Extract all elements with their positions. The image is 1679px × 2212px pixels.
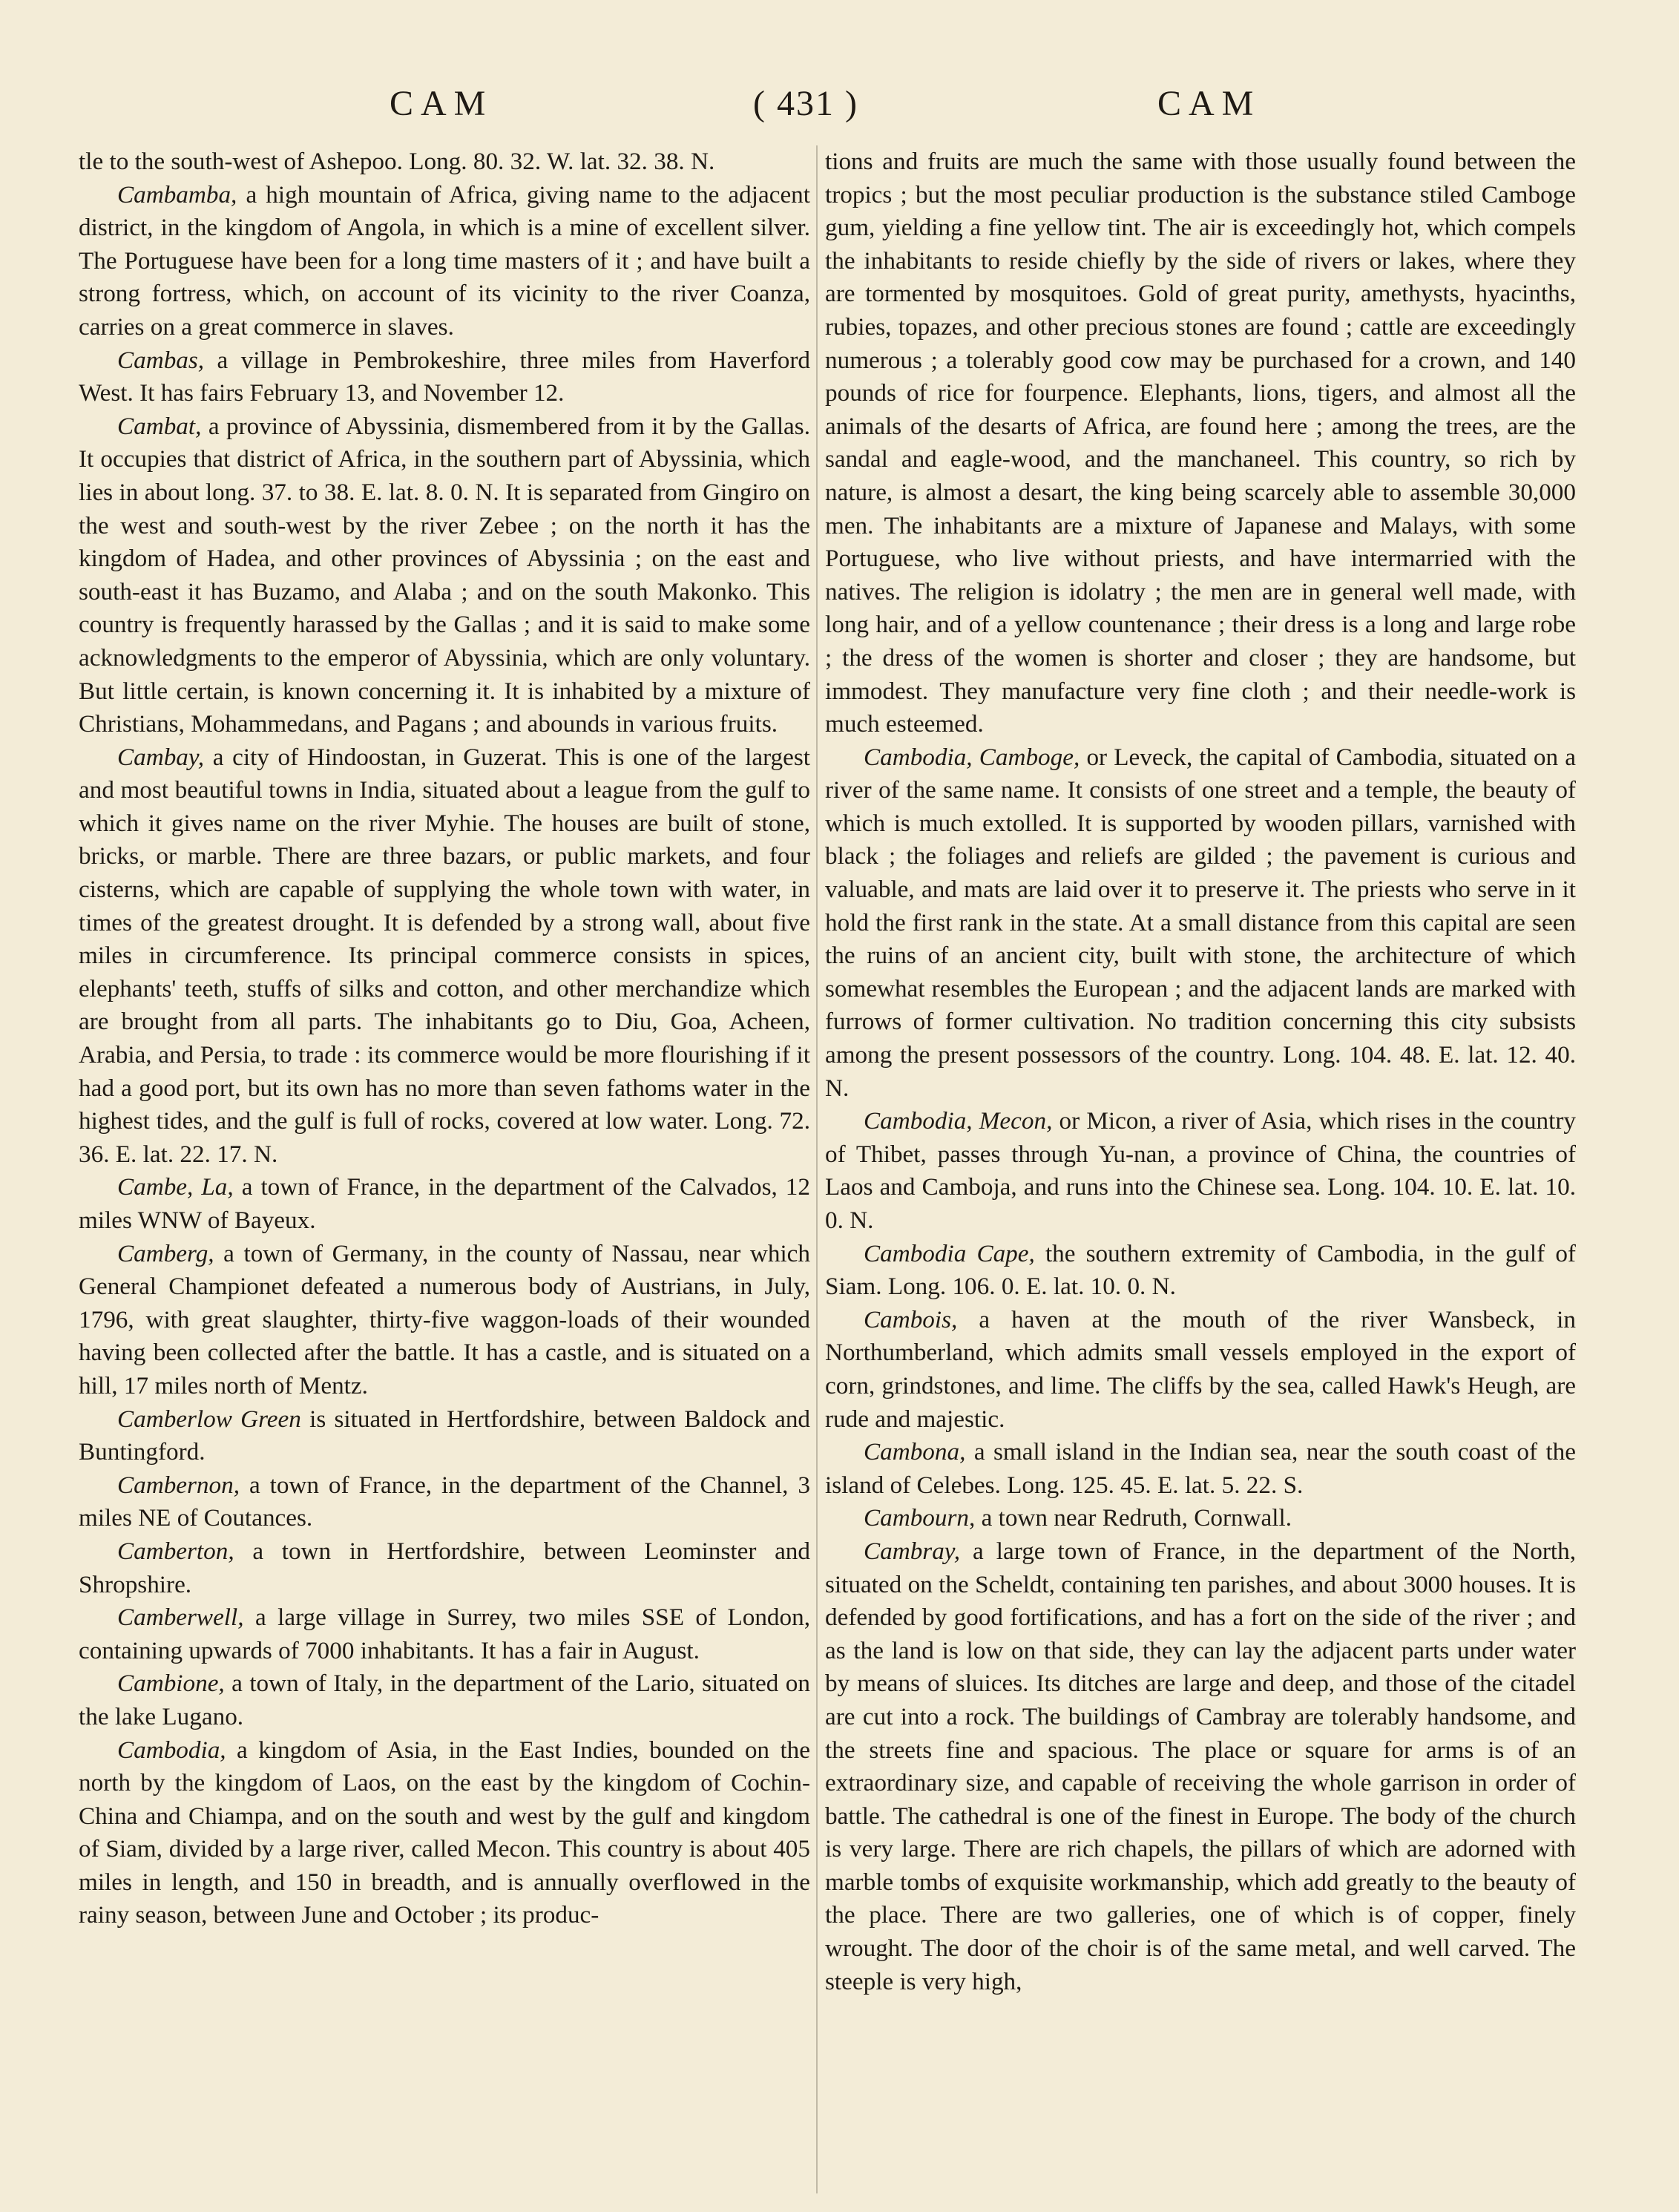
entry-text: a province of Abyssinia, dismembered from it by the Gallas. It occupies that district of Africa, in the southern part of Abyssinia, which lies in about long. 37. to 38. E. lat. 8. 0. N. It is separated from Gingiro on the west and south-west by the river Zebee ; on the north it has the kingdom of Hadea, and other provinces of Abyssinia ; on the east and south-east it has Buzamo, and Alaba ; and on the south Makonko. This country is frequently harassed by the Gallas ; and it is said to make some acknowledgments to the emperor of Abyssinia, which are only voluntary. But little certain, is known concerning it. It is inhabited by a mixture of Christians, Mohammedans, and Pagans ; and abounds in various fruits. [79, 412, 810, 738]
entry-text: a town of Germany, in the county of Nassau, near which General Championet defeated a numerous body of Austrians, in July, 1796, with great slaughter, thirty-five waggon-loads of their wounded having been collected after the battle. It has a castle, and is situated on a hill, 17 miles north of Mentz. [79, 1239, 810, 1399]
entry-text: a haven at the mouth of the river Wansbeck, in Northumberland, which admits small vessels employed in the export of corn, grindstones, and lime. The cliffs by the sea, called Hawk's Heugh, are rude and majestic. [825, 1305, 1576, 1433]
dictionary-entry [825, 145, 1576, 741]
dictionary-entry [825, 1304, 1576, 1436]
entry-text: or Leveck, the capital of Cambodia, situated on a river of the same name. It consists of one street and a temple, the beauty of which is much extolled. It is supported by wooden pillars, varnished with black ; the foliages and reliefs are gilded ; the pavement is curious and valuable, and mats are laid over it to preserve it. The priests who serve in it hold the first rank in the state. At a small distance from this capital are seen the ruins of an ancient city, built with stone, the architecture of which somewhat resembles the European ; and the adjacent lands are marked with furrows of former cultivation. No tradition concerning this city subsists among the present possessors of the country. Long. 104. 48. E. lat. 12. 40. N. [825, 743, 1576, 1102]
page-number: ( 431 ) [753, 84, 858, 123]
entry-headword: Camberton, [117, 1537, 234, 1565]
entry-text: a high mountain of Africa, giving name to the adjacent district, in the kingdom of Angola, in which is a mine of excellent silver. The Portuguese have been for a long time masters of it ; and have built a strong fortress, which, on account of its vicinity to the river Coanza, carries on a great commerce in slaves. [79, 180, 810, 341]
entry-text: a town in Hertfordshire, between Leominster and Shropshire. [79, 1537, 810, 1598]
dictionary-entry [825, 1502, 1576, 1535]
entry-text: a large village in Surrey, two miles SSE of London, containing upwards of 7000 inhabitants. It has a fair in August. [79, 1604, 810, 1664]
dictionary-entry [79, 1667, 810, 1733]
entry-text: a town of France, in the department of the Calvados, 12 miles WNW of Bayeux. [79, 1173, 810, 1234]
entry-text: a town of Italy, in the department of the Lario, situated on the lake Lugano. [79, 1670, 810, 1730]
entry-text: a village in Pembrokeshire, three miles from Haverford West. It has fairs February 13, and November 12. [79, 346, 810, 407]
dictionary-entry [79, 1601, 810, 1667]
dictionary-entry [79, 1734, 810, 1933]
entry-text: a small island in the Indian sea, near the south coast of the island of Celebes. Long. 125. 45. E. lat. 5. 22. S. [825, 1438, 1576, 1499]
entry-text: a town near Redruth, Cornwall. [975, 1504, 1292, 1532]
dictionary-entry [825, 1436, 1576, 1502]
dictionary-entry [79, 1535, 810, 1601]
entry-headword: Cambernon, [117, 1471, 240, 1499]
entry-text: the southern extremity of Cambodia, in the gulf of Siam. Long. 106. 0. E. lat. 10. 0. N. [825, 1239, 1576, 1301]
entry-text: a large town of France, in the department of the North, situated on the Scheldt, containing ten parishes, and about 3000 houses. It is defended by good fortifications, and has a fort on the side of the river ; and as the land is low on that side, they can lay the adjacent parts under water by means of sluices. Its ditches are large and deep, and those of the citadel are cut into a rock. The buildings of Cambray are tolerably handsome, and the streets fine and spacious. The place or square for arms is of an extraordinary size, and capable of receiving the whole garrison in order of battle. The cathedral is one of the finest in Europe. The body of the church is very large. There are rich chapels, the pillars of which are adorned with marble tombs of exquisite workmanship, which add greatly to the beauty of the place. There are two galleries, one of which is of copper, finely wrought. The door of the choir is of the same metal, and well carved. The steeple is very high, [825, 1537, 1576, 1995]
entry-text: a kingdom of Asia, in the East Indies, bounded on the north by the kingdom of Laos, on the east by the kingdom of Cochin-China and Chiampa, and on the south and west by the gulf and kingdom of Siam, divided by a large river, called Mecon. This country is about 405 miles in length, and 150 in breadth, and is annually overflowed in the rainy season, between June and October ; its produc- [79, 1736, 810, 1929]
dictionary-entry [79, 145, 810, 179]
entry-headword: Cambat, [117, 412, 202, 440]
entry-headword: Cambourn, [864, 1504, 976, 1532]
column-divider [816, 145, 818, 2193]
entry-headword: Cambodia, Mecon, [864, 1107, 1053, 1135]
dictionary-entry [79, 1238, 810, 1403]
entry-headword: Cambodia Cape, [864, 1239, 1035, 1267]
header-right-word: CAM [1157, 84, 1261, 123]
entry-headword: Camberlow Green [117, 1405, 301, 1433]
dictionary-entry [79, 410, 810, 741]
dictionary-entry [825, 1105, 1576, 1237]
entry-headword: Camberg, [117, 1239, 214, 1267]
dictionary-entry [79, 1171, 810, 1237]
dictionary-entry [825, 1238, 1576, 1304]
header-left-word: CAM [390, 84, 493, 123]
entry-text: tle to the south-west of Ashepoo. Long. 80. 32. W. lat. 32. 38. N. [79, 148, 715, 175]
entry-headword: Camberwell, [117, 1604, 244, 1632]
entry-text: a town of France, in the department of the Channel, 3 miles NE of Coutances. [79, 1471, 810, 1532]
entry-text: is situated in Hertfordshire, between Baldock and Buntingford. [79, 1405, 810, 1466]
dictionary-entry [79, 344, 810, 410]
running-header [0, 83, 1679, 128]
entry-headword: Cambodia, [117, 1736, 226, 1764]
entry-headword: Cambois, [864, 1305, 958, 1333]
entry-headword: Cambodia, Camboge, [864, 743, 1080, 771]
entry-headword: Cambona, [864, 1438, 966, 1466]
entry-headword: Cambe, La, [117, 1173, 234, 1201]
dictionary-entry [79, 179, 810, 344]
dictionary-entry [825, 741, 1576, 1106]
entry-headword: Cambas, [117, 346, 205, 374]
entry-text: or Micon, a river of Asia, which rises in the country of Thibet, passes through Yu-nan, a province of China, the countries of Laos and Camboja, and runs into the Chinese sea. Long. 104. 10. E. lat. 10. 0. N. [825, 1107, 1576, 1234]
left-column [79, 145, 810, 2193]
dictionary-entry [79, 1403, 810, 1469]
dictionary-entry [79, 741, 810, 1172]
dictionary-entry [79, 1469, 810, 1535]
entry-text: a city of Hindoostan, in Guzerat. This is one of the largest and most beautiful towns in India, situated about a league from the gulf to which it gives name on the river Myhie. The houses are built of stone, bricks, or marble. There are three bazars, or public markets, and four cisterns, which are capable of supplying the whole town with water, in times of the greatest drought. It is defended by a strong wall, about five miles in circumference. Its principal commerce consists in spices, elephants' teeth, stuffs of silks and cotton, and other merchandize which are brought from all parts. The inhabitants go to Diu, Goa, Acheen, Arabia, and Persia, to trade : its commerce would be more flourishing if it had a good port, but its own has no more than seven fathoms water in the highest tides, and the gulf is full of rocks, covered at low water. Long. 72. 36. E. lat. 22. 17. N. [79, 743, 810, 1168]
entry-text: tions and fruits are much the same with those usually found between the tropics ; but the most peculiar production is the substance stiled Camboge gum, yielding a fine yellow tint. The air is exceedingly hot, which compels the inhabitants to reside chiefly by the side of rivers or lakes, where they are tormented by mosquitoes. Gold of great purity, amethysts, hyacinths, rubies, topazes, and other precious stones are found ; cattle are exceedingly numerous ; a tolerably good cow may be purchased for a crown, and 140 pounds of rice for fourpence. Elephants, lions, tigers, and almost all the animals of the desarts of Africa, are found here ; among the trees, are the sandal and eagle-wood, and the manchaneel. This country, so rich by nature, is almost a desart, the king being scarcely able to assemble 30,000 men. The inhabitants are a mixture of Japanese and Malays, with some Portuguese, who live without priests, and have intermarried with the natives. The religion is idolatry ; the men are in general well made, with long hair, and of a yellow countenance ; their dress is a long and large robe ; the dress of the women is shorter and closer ; they are handsome, but immodest. They manufacture very fine cloth ; and their needle-work is much esteemed. [825, 148, 1576, 738]
dictionary-entry [825, 1535, 1576, 1998]
entry-headword: Cambray, [864, 1537, 960, 1565]
entry-headword: Cambamba, [117, 180, 237, 209]
entry-headword: Cambione, [117, 1670, 225, 1698]
entry-headword: Cambay, [117, 743, 205, 771]
right-column [825, 145, 1576, 2193]
